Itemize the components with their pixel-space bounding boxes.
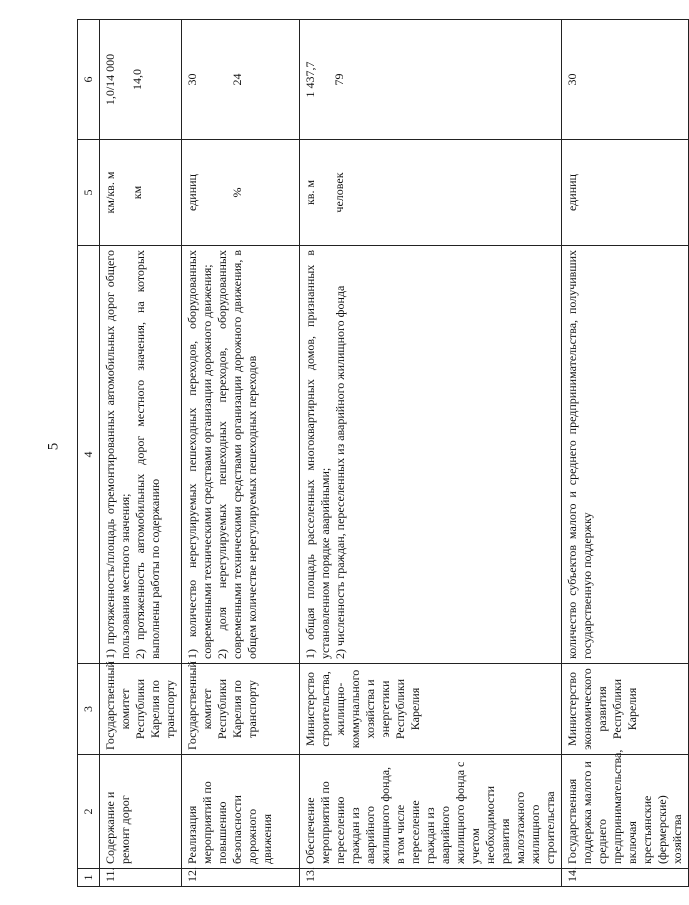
responsible-org: Министерство строительства, жилищно-коммунального хозяйства и энергетики Республики Карелия xyxy=(300,664,562,755)
unit-text: единиц xyxy=(185,174,199,211)
row-number: 12. xyxy=(182,869,300,887)
header-cell: 2 xyxy=(78,755,100,869)
measure-name: Обеспечение мероприятий по переселению граждан из аварийного жилищного фонда, в том числе переселение граждан из аварийного жилищного фонда с учетом необходимости развития малоэтажного жилищного строительства xyxy=(300,755,562,869)
responsible-org: Государственный комитет Республики Карелия по транспорту xyxy=(100,664,182,755)
table-row xyxy=(100,20,182,887)
values-cell xyxy=(562,20,689,140)
header-cell: 5 xyxy=(78,140,100,246)
value-text: 24 xyxy=(230,73,244,86)
row-number: 11. xyxy=(100,869,182,887)
header-cell: 3 xyxy=(78,664,100,755)
indicator-text: количество субъектов малого и среднего предпринимательства, получивших государственную поддержку xyxy=(565,250,594,659)
unit-text: кв. м xyxy=(303,179,317,206)
indicator-text: 1) количество нерегулируемых пешеходных переходов, оборудованных современными техническими средствами организации дорожного движения; xyxy=(185,250,214,659)
responsible-org: Государственный комитет Республики Карелия по транспорту xyxy=(182,664,300,755)
units-cell xyxy=(182,140,300,246)
row-number: 14. xyxy=(562,869,689,887)
units-cell xyxy=(562,140,689,246)
values-cell xyxy=(300,20,562,140)
value-text: 79 xyxy=(332,73,346,86)
indicators-cell xyxy=(300,246,562,664)
indicators-cell xyxy=(100,246,182,664)
table-row xyxy=(300,20,562,887)
measure-name: Содержание и ремонт дорог xyxy=(100,755,182,869)
unit-text: км/кв. м xyxy=(103,171,117,214)
value-text: 30 xyxy=(185,73,199,86)
value-text: 14,0 xyxy=(130,69,144,90)
table-row xyxy=(182,20,300,887)
rotated-table-wrapper xyxy=(77,20,684,887)
table-row xyxy=(562,20,689,887)
units-cell xyxy=(300,140,562,246)
header-cell: 1 xyxy=(78,869,100,887)
measure-name: Государственная поддержка малого и среднего предпринимательства, включая крестьянские (фермерские) хозяйства xyxy=(562,755,689,869)
header-row xyxy=(78,20,100,887)
unit-text: км xyxy=(130,185,144,200)
unit-text: единиц xyxy=(565,174,579,211)
header-cell: 4 xyxy=(78,246,100,664)
measures-table xyxy=(77,19,689,887)
unit-text: % xyxy=(230,187,244,198)
units-cell xyxy=(100,140,182,246)
values-cell xyxy=(182,20,300,140)
responsible-org: Министерство экономического развития Республики Карелия xyxy=(562,664,689,755)
indicators-cell xyxy=(562,246,689,664)
indicator-text: 2) протяженность автомобильных дорог местного значения, на которых выполнены работы по содержанию xyxy=(133,250,162,659)
value-text: 1 437,7 xyxy=(303,61,317,98)
value-text: 30 xyxy=(565,73,579,86)
header-cell: 6 xyxy=(78,20,100,140)
indicator-text: 2) доля нерегулируемых пешеходных переходов, оборудованных современными техническими средствами организации дорожного движения, в общем количестве нерегулируемых пешеходных переходов xyxy=(215,250,259,659)
indicator-text: 2) численность граждан, переселенных из аварийного жилищного фонда xyxy=(333,285,347,659)
indicator-text: 1) общая площадь расселенных многоквартирных домов, признанных в установленном порядке аварийными; xyxy=(303,250,332,659)
measure-name: Реализация мероприятий по повышению безопасности дорожного движения xyxy=(182,755,300,869)
row-number: 13. xyxy=(300,869,562,887)
indicator-text: 1) протяженность/площадь отремонтированных автомобильных дорог общего пользования местного значения; xyxy=(103,250,132,659)
value-text: 1,0/14 000 xyxy=(103,53,117,106)
indicators-cell xyxy=(182,246,300,664)
values-cell xyxy=(100,20,182,140)
page-number: 5 xyxy=(45,442,62,451)
unit-text: человек xyxy=(332,172,346,213)
